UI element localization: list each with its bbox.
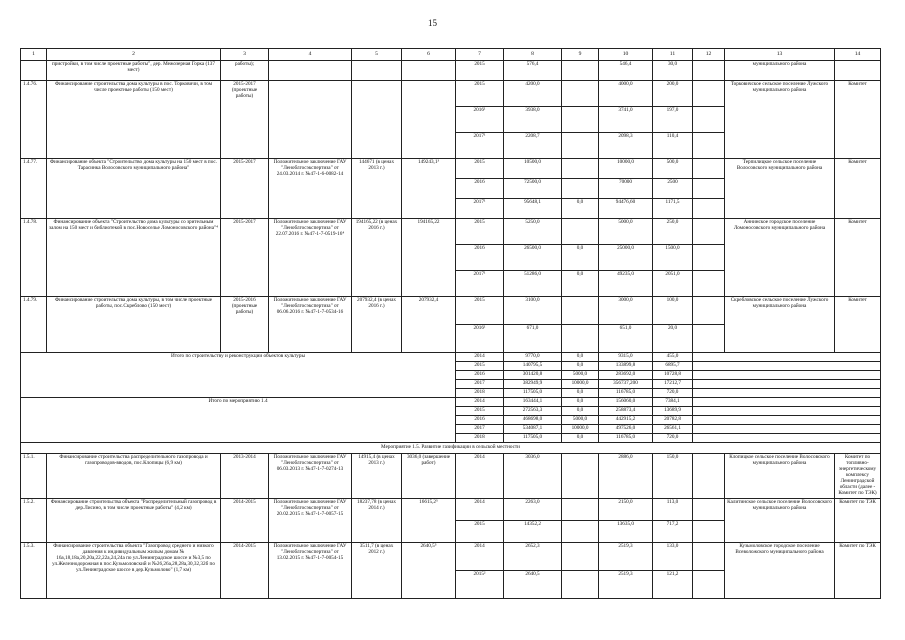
item-name: Финансирование объекта "Строительство дома культуры со зрительным залом на 150 мест и библиотекой в пос.Новоселье Ломоносовского района"⁴ <box>47 219 221 297</box>
amount-total: 26500,0 <box>504 245 562 271</box>
year: 2018 <box>456 389 504 398</box>
estimated-cost: 14915,4 (в ценах 2013 г.) <box>352 454 402 499</box>
expertise: Положительное заключение ГАУ "Леноблгосэкспертиза" от 20.02.2015 г. №47-1-7-0057-15 <box>269 498 352 542</box>
year: 2014 <box>456 454 504 499</box>
amount-regional: 4000,0 <box>599 81 653 107</box>
year: 2017¹ <box>456 199 504 219</box>
amount-federal: 0,0 <box>562 271 599 297</box>
period: 2015-2017 (проектные работы) <box>221 81 269 159</box>
item-number: 1.5.2. <box>21 498 47 542</box>
estimated-cost: 144671 (в ценах 2013 г.) <box>352 159 402 219</box>
amount-federal: 0,0 <box>562 199 599 219</box>
period: 2015-2017 <box>221 219 269 297</box>
year: 2014 <box>456 353 504 362</box>
amount-federal <box>562 81 599 107</box>
amount-regional: 9315,0 <box>599 353 653 362</box>
amount-total: 576,4 <box>504 61 562 81</box>
amount-federal: 5000,0 <box>562 371 599 380</box>
amount-federal: 10000,0 <box>562 425 599 434</box>
amount-total: 3938,0 <box>504 107 562 133</box>
amount-regional: 13635,0 <box>599 520 653 542</box>
totals-blank <box>693 407 881 416</box>
amount-total: 3036,0 <box>504 454 562 499</box>
amount-local: 200,0 <box>653 81 693 107</box>
column-header: 13 <box>725 49 835 61</box>
amount-regional: 3741,0 <box>599 107 653 133</box>
period: работы); <box>221 61 269 81</box>
column-header: 11 <box>653 49 693 61</box>
amount-regional: 651,0 <box>599 325 653 353</box>
item-name: Финансирование строительства дома культуры, в том числе проектные работы, пос.Скреблово (150 мест) <box>47 297 221 353</box>
amount-local: 500,0 <box>653 159 693 179</box>
amount-federal <box>562 159 599 179</box>
column-header: 1 <box>21 49 47 61</box>
amount-local: 720,0 <box>653 389 693 398</box>
table-row <box>21 219 881 245</box>
amount-total: 51286,0 <box>504 271 562 297</box>
period: 2013-2014 <box>221 454 269 499</box>
total-row <box>21 353 881 362</box>
amount-federal <box>562 454 599 499</box>
amount-total: 4200,0 <box>504 81 562 107</box>
expertise: Положительное заключение ГАУ "Леноблгосэкспертиза" от 22.07.2016 г. №47-1-7-0519-16⁴ <box>269 219 352 297</box>
amount-regional: 442915,2 <box>599 416 653 425</box>
section-heading: Мероприятие 1.5. Развитие газификации в сельской местности <box>21 443 881 454</box>
col-12-empty <box>693 271 725 297</box>
period: 2014-2015 <box>221 498 269 542</box>
executor: Калитинское сельское поселение Волосовского муниципального района <box>725 498 835 542</box>
amount-regional: 70000 <box>599 179 653 199</box>
year: 2014 <box>456 498 504 520</box>
total-label: Итого по мероприятию 1.4 <box>21 398 456 443</box>
estimated-cost: 194165,22 (в ценах 2016 г.) <box>352 219 402 297</box>
year: 2017 <box>456 380 504 389</box>
amount-federal <box>562 219 599 245</box>
amount-federal: 0,0 <box>562 434 599 443</box>
amount-regional: 497526,0 <box>599 425 653 434</box>
amount-total: 5250,0 <box>504 219 562 245</box>
table-row <box>21 61 881 81</box>
year: 2017 <box>456 425 504 434</box>
column-header: 3 <box>221 49 269 61</box>
amount-local: 150,0 <box>653 454 693 499</box>
item-number: 1.4.78. <box>21 219 47 297</box>
amount-federal <box>562 179 599 199</box>
amount-federal <box>562 297 599 325</box>
executor: Аннинское городское поселение Ломоносовского муниципального района <box>725 219 835 297</box>
expertise: Положительное заключение ГАУ "Леноблгосэкспертиза" от 06.03.2013 г. №47-1-7-0274-13 <box>269 454 352 499</box>
executor: муниципального района <box>725 61 835 81</box>
amount-regional: 258873,4 <box>599 407 653 416</box>
amount-local: 250,0 <box>653 219 693 245</box>
year: 2017¹ <box>456 133 504 159</box>
amount-local: 100,0 <box>653 297 693 325</box>
col-12-empty <box>693 498 725 520</box>
amount-regional: 2886,0 <box>599 454 653 499</box>
table-row <box>21 159 881 179</box>
col-12-empty <box>693 179 725 199</box>
responsible-committee: Комитет по ТЭК <box>835 498 881 542</box>
table-row <box>21 498 881 520</box>
estimated-cost: 207932,4 (в ценах 2016 г.) <box>352 297 402 353</box>
period: 2014-2015 <box>221 542 269 598</box>
amount-regional: 133899,8 <box>599 362 653 371</box>
column-header: 5 <box>352 49 402 61</box>
col-12-empty <box>693 199 725 219</box>
year: 2015 <box>456 81 504 107</box>
year: 2015 <box>456 407 504 416</box>
year: 2017¹ <box>456 271 504 297</box>
year: 2015 <box>456 362 504 371</box>
column-header: 14 <box>835 49 881 61</box>
amount-total: 163444,1 <box>504 398 562 407</box>
item-number: 1.4.77. <box>21 159 47 219</box>
amount-total: 9770,0 <box>504 353 562 362</box>
table-row <box>21 454 881 499</box>
remaining-cost: 149243,1³ <box>402 159 456 219</box>
amount-regional: 5000,0 <box>599 219 653 245</box>
column-header: 6 <box>402 49 456 61</box>
year: 2015 <box>456 297 504 325</box>
col-12-empty <box>693 454 725 499</box>
column-header: 7 <box>456 49 504 61</box>
amount-regional: 2098,3 <box>599 133 653 159</box>
amount-local: 13689,9 <box>653 407 693 416</box>
item-number <box>21 61 47 81</box>
column-header: 4 <box>269 49 352 61</box>
amount-local: 455,0 <box>653 353 693 362</box>
page-number: 15 <box>428 18 437 28</box>
amount-federal <box>562 133 599 159</box>
amount-federal: 0,0 <box>562 245 599 271</box>
amount-total: 301420,8 <box>504 371 562 380</box>
year: 2015 <box>456 520 504 542</box>
col-12-empty <box>693 81 725 107</box>
amount-regional: 25000,0 <box>599 245 653 271</box>
year: 2016¹ <box>456 325 504 353</box>
item-name: Финансирование строительства дома культуры в пос. Торковичи, в том числе проектные работы (150 мест) <box>47 81 221 159</box>
amount-total: 2652,3 <box>504 542 562 570</box>
totals-blank <box>693 362 881 371</box>
year: 2015² <box>456 570 504 598</box>
amount-regional: 546,4 <box>599 61 653 81</box>
amount-regional: 94476,60 <box>599 199 653 219</box>
amount-local: 1171,5 <box>653 199 693 219</box>
amount-local: 2500 <box>653 179 693 199</box>
amount-regional: 49235,0 <box>599 271 653 297</box>
totals-blank <box>693 389 881 398</box>
year: 2015 <box>456 61 504 81</box>
amount-local: 17212,7 <box>653 380 693 389</box>
remaining-cost: 194165,22 <box>402 219 456 297</box>
col-12-empty <box>693 520 725 542</box>
remaining-cost: 16615,2⁵ <box>402 498 456 542</box>
remaining-cost <box>402 81 456 159</box>
amount-total: 272563,3 <box>504 407 562 416</box>
executor: Торковичское сельское поселение Лужского муниципального района <box>725 81 835 159</box>
col-12-empty <box>693 107 725 133</box>
amount-total: 72500,0 <box>504 179 562 199</box>
amount-local: 121,2 <box>653 570 693 598</box>
executor: Терпилицкое сельское поселение Волосовского муниципального района <box>725 159 835 219</box>
expertise: Положительное заключение ГАУ "Леноблгосэкспертиза" от 24.03.2014 г. №47-1-6-0082-14 <box>269 159 352 219</box>
amount-total: 14352,2 <box>504 520 562 542</box>
amount-local: 113,0 <box>653 498 693 520</box>
totals-blank <box>693 398 881 407</box>
col-12-empty <box>693 159 725 179</box>
amount-local: 133,0 <box>653 542 693 570</box>
estimated-cost: 3511,7 (в ценах 2012 г.) <box>352 542 402 598</box>
section-row <box>21 443 881 454</box>
estimated-cost <box>352 61 402 81</box>
column-header: 8 <box>504 49 562 61</box>
col-12-empty <box>693 570 725 598</box>
year: 2015 <box>456 159 504 179</box>
year: 2016 <box>456 416 504 425</box>
amount-regional: 2150,0 <box>599 498 653 520</box>
amount-total: 95648,1 <box>504 199 562 219</box>
program-funding-table <box>20 48 881 599</box>
period: 2015-2016 (проектные работы) <box>221 297 269 353</box>
expertise <box>269 61 352 81</box>
totals-blank <box>693 380 881 389</box>
amount-local: 110,4 <box>653 133 693 159</box>
amount-total: 2640,5 <box>504 570 562 598</box>
item-name: Финансирование строительства объекта "Распределительный газопровод в дер.Лисино, в том числе проектные работы" (4,2 км) <box>47 498 221 542</box>
amount-total: 3100,0 <box>504 297 562 325</box>
amount-federal <box>562 498 599 520</box>
responsible-committee: Комитет <box>835 219 881 297</box>
year: 2016 <box>456 179 504 199</box>
amount-federal <box>562 107 599 133</box>
amount-local: 6895,7 <box>653 362 693 371</box>
amount-local: 717,2 <box>653 520 693 542</box>
amount-federal <box>562 61 599 81</box>
amount-total: 382949,9 <box>504 380 562 389</box>
totals-blank <box>693 371 881 380</box>
column-number-row <box>21 49 881 61</box>
amount-local: 10728,8 <box>653 371 693 380</box>
amount-regional: 116785,0 <box>599 389 653 398</box>
expertise: Положительное заключение ГАУ "Леноблгосэкспертиза" от 13.02.2015 г. №47-1-7-0054-15 <box>269 542 352 598</box>
col-12-empty <box>693 542 725 570</box>
period: 2015-2017 <box>221 159 269 219</box>
year: 2014 <box>456 398 504 407</box>
amount-regional: 156060,0 <box>599 398 653 407</box>
amount-federal: 0,0 <box>562 353 599 362</box>
expertise: Положительное заключение ГАУ "Леноблгосэкспертиза" от 06.06.2016 г. №47-1-7-0534-16 <box>269 297 352 353</box>
remaining-cost: 2640,5⁵ <box>402 542 456 598</box>
executor: Скребловское сельское поселение Лужского муниципального района <box>725 297 835 353</box>
amount-federal <box>562 325 599 353</box>
amount-total: 117505,0 <box>504 434 562 443</box>
responsible-committee <box>835 61 881 81</box>
amount-regional: 283692,0 <box>599 371 653 380</box>
executor: Кузьмоловское городское поселение Всеволожского муниципального района <box>725 542 835 598</box>
col-12-empty <box>693 297 725 325</box>
amount-regional: 10000,0 <box>599 159 653 179</box>
amount-regional: 2519,3 <box>599 570 653 598</box>
year: 2016¹ <box>456 107 504 133</box>
table-row <box>21 81 881 107</box>
amount-local: 2051,0 <box>653 271 693 297</box>
amount-federal: 0,0 <box>562 362 599 371</box>
item-number: 1.5.1. <box>21 454 47 499</box>
expertise <box>269 81 352 159</box>
col-12-empty <box>693 245 725 271</box>
col-12-empty <box>693 325 725 353</box>
executor: Клопицкое сельское поселение Волосовского муниципального района <box>725 454 835 499</box>
amount-federal: 0,0 <box>562 407 599 416</box>
amount-total: 117505,0 <box>504 389 562 398</box>
total-label: Итого по строительству и реконструкции объектов культуры <box>21 353 456 398</box>
table-row <box>21 297 881 325</box>
column-header: 12 <box>693 49 725 61</box>
amount-total: 140795,5 <box>504 362 562 371</box>
item-name: Финансирование объекта "Строительство дома культуры на 150 мест в пос. Тарасинка Волосовского муниципального района" <box>47 159 221 219</box>
item-number: 1.5.3. <box>21 542 47 598</box>
amount-federal: 0,0 <box>562 389 599 398</box>
remaining-cost: 207932,4 <box>402 297 456 353</box>
amount-regional: 116785,0 <box>599 434 653 443</box>
amount-total: 671,0 <box>504 325 562 353</box>
column-header: 10 <box>599 49 653 61</box>
amount-total: 2208,7 <box>504 133 562 159</box>
responsible-committee: Комитет <box>835 159 881 219</box>
estimated-cost <box>352 81 402 159</box>
item-name: Финансирование строительства распределительного газопровода и газопроводов-вводов, пос.Клопицы (6,9 км) <box>47 454 221 499</box>
amount-local: 26561,1 <box>653 425 693 434</box>
column-header: 2 <box>47 49 221 61</box>
amount-federal <box>562 520 599 542</box>
responsible-committee: Комитет <box>835 297 881 353</box>
amount-local: 7384,1 <box>653 398 693 407</box>
col-12-empty <box>693 61 725 81</box>
totals-blank <box>693 353 881 362</box>
total-row <box>21 398 881 407</box>
amount-local: 20,0 <box>653 325 693 353</box>
totals-blank <box>693 416 881 425</box>
amount-local: 720,0 <box>653 434 693 443</box>
year: 2014 <box>456 542 504 570</box>
amount-total: 468698,0 <box>504 416 562 425</box>
amount-local: 197,0 <box>653 107 693 133</box>
amount-regional: 2519,3 <box>599 542 653 570</box>
amount-federal: 0,0 <box>562 398 599 407</box>
amount-regional: 356737,200 <box>599 380 653 389</box>
amount-federal <box>562 542 599 570</box>
amount-local: 1500,0 <box>653 245 693 271</box>
amount-total: 10500,0 <box>504 159 562 179</box>
responsible-committee: Комитет по ТЭК <box>835 542 881 598</box>
amount-total: 534087,1 <box>504 425 562 434</box>
year: 2016 <box>456 371 504 380</box>
amount-total: 2263,0 <box>504 498 562 520</box>
column-header: 9 <box>562 49 599 61</box>
year: 2016 <box>456 245 504 271</box>
responsible-committee: Комитет <box>835 81 881 159</box>
table-row <box>21 542 881 570</box>
year: 2018 <box>456 434 504 443</box>
responsible-committee: Комитет по топливно-энергетическому комплексу Ленинградской области (далее - Комитет по ТЭК) <box>835 454 881 499</box>
amount-federal <box>562 570 599 598</box>
remaining-cost <box>402 61 456 81</box>
amount-federal: 5000,0 <box>562 416 599 425</box>
amount-federal: 10000,0 <box>562 380 599 389</box>
col-12-empty <box>693 219 725 245</box>
item-number: 1.4.79. <box>21 297 47 353</box>
estimated-cost: 18237,78 (в ценах 2014 г.) <box>352 498 402 542</box>
amount-local: 20782,8 <box>653 416 693 425</box>
amount-regional: 3000,0 <box>599 297 653 325</box>
remaining-cost: 3036,0 (завершение работ) <box>402 454 456 499</box>
item-number: 1.4.76. <box>21 81 47 159</box>
amount-local: 30,0 <box>653 61 693 81</box>
item-name: пристройки, в том числе проектные работы", дер. Межозерная Горка (137 мест) <box>47 61 221 81</box>
year: 2015 <box>456 219 504 245</box>
totals-blank <box>693 434 881 443</box>
col-12-empty <box>693 133 725 159</box>
item-name: Финансирование строительства объекта "Газопровод среднего и низкого давления к индивидуальным жилым домам № 16а,18,18а,20,20а,22,22а,24,24а по ул.Ленинградское шоссе и №3,5 по ул.Железнодорожная в пос.Кузьмоловский и №26,26а,28,28а,30,32,32б по ул.Ленинградское шоссе в дер.Кузьмолово" (1,7 км) <box>47 542 221 598</box>
totals-blank <box>693 425 881 434</box>
